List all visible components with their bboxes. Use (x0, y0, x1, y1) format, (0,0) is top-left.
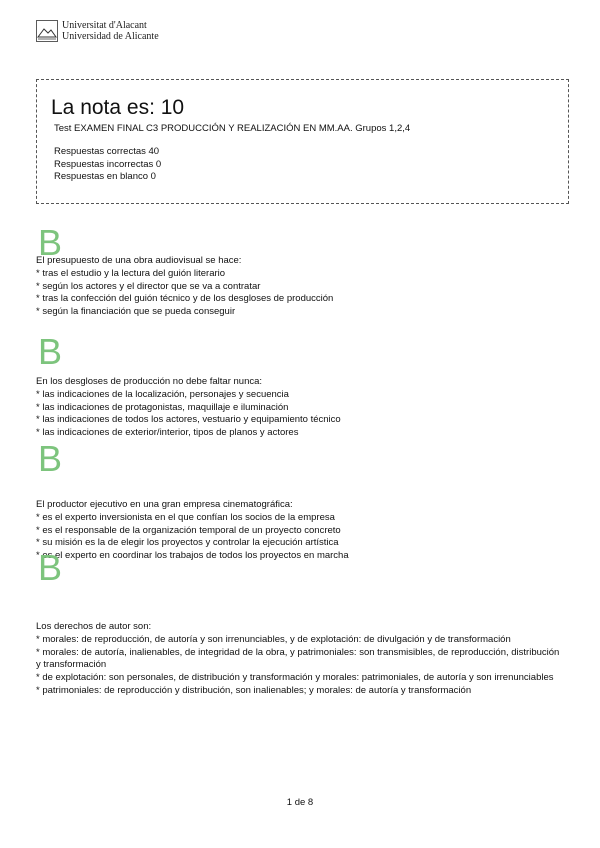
answer-option: * es el experto inversionista en el que confían los socios de la empresa (36, 511, 335, 523)
answer-stats (54, 146, 161, 184)
answer-option: * patrimoniales: de reproducción y distribución, son inalienables; y morales: de autoría y transformación (36, 684, 472, 696)
test-name: Test EXAMEN FINAL C3 PRODUCCIÓN Y REALIZACIÓN EN MM.AA. Grupos 1,2,4 (54, 123, 411, 134)
answer-letter: B (38, 331, 63, 372)
answer-option: * las indicaciones de exterior/interior, tipos de planos y actores (36, 427, 299, 439)
university-name-spanish: Universidad de Alicante (62, 31, 159, 42)
university-name-valencian: Universitat d'Alacant (62, 20, 147, 31)
incorrect-count: Respuestas incorrectas 0 (54, 158, 162, 170)
question-block (36, 499, 566, 563)
answer-letter: B (38, 547, 63, 588)
page-number: 1 de 8 (286, 797, 314, 808)
answer-letter: B (38, 222, 63, 263)
blank-count: Respuestas en blanco 0 (54, 171, 156, 182)
answer-option: * es el responsable de la organización temporal de un proyecto concreto (36, 524, 341, 536)
answer-option: * de explotación: son personales, de distribución y transformación y morales: patrimoniales, de autoría y son irrenunciables (36, 672, 554, 684)
university-emblem-icon (36, 20, 58, 42)
answer-option: * las indicaciones de la localización, personajes y secuencia (36, 388, 289, 400)
question-text: En los desgloses de producción no debe faltar nunca: (36, 376, 263, 387)
answer-option: * las indicaciones de protagonistas, maquillaje e iluminación (36, 401, 289, 413)
answer-option: * tras el estudio y la lectura del guión literario (36, 267, 226, 279)
question-text: El productor ejecutivo en una gran empresa cinematográfica: (36, 499, 293, 510)
answer-option: * según los actores y el director que se va a contratar (36, 280, 261, 292)
question-text: Los derechos de autor son: (36, 621, 152, 632)
score-summary-box (36, 79, 569, 204)
question-text: El presupuesto de una obra audiovisual se hace: (36, 255, 242, 266)
score-title: La nota es: 10 (51, 96, 185, 119)
question-block (36, 255, 566, 319)
question-block (36, 376, 566, 440)
university-logo (36, 20, 159, 42)
answer-option: * su misión es la de elegir los proyectos y controlar la ejecución artística (36, 537, 339, 549)
correct-count: Respuestas correctas 40 (54, 146, 160, 157)
answer-option: * morales: de autoría, inalienables, de integridad de la obra, y patrimoniales: son transmisibles, de reproducción, distribución y transformación (36, 646, 560, 671)
question-block (36, 621, 566, 698)
answer-option: * según la financiación que se pueda conseguir (36, 306, 236, 318)
answer-option: * es el experto en coordinar los trabajos de todos los proyectos en marcha (36, 550, 349, 562)
answer-letter: B (38, 438, 63, 479)
answer-option: * morales: de reproducción, de autoría y son irrenunciables, y de explotación: de divulgación y de transformación (36, 633, 511, 645)
answer-option: * las indicaciones de todos los actores, vestuario y equipamiento técnico (36, 414, 341, 426)
answer-option: * tras la confección del guión técnico y de los desgloses de producción (36, 293, 334, 305)
